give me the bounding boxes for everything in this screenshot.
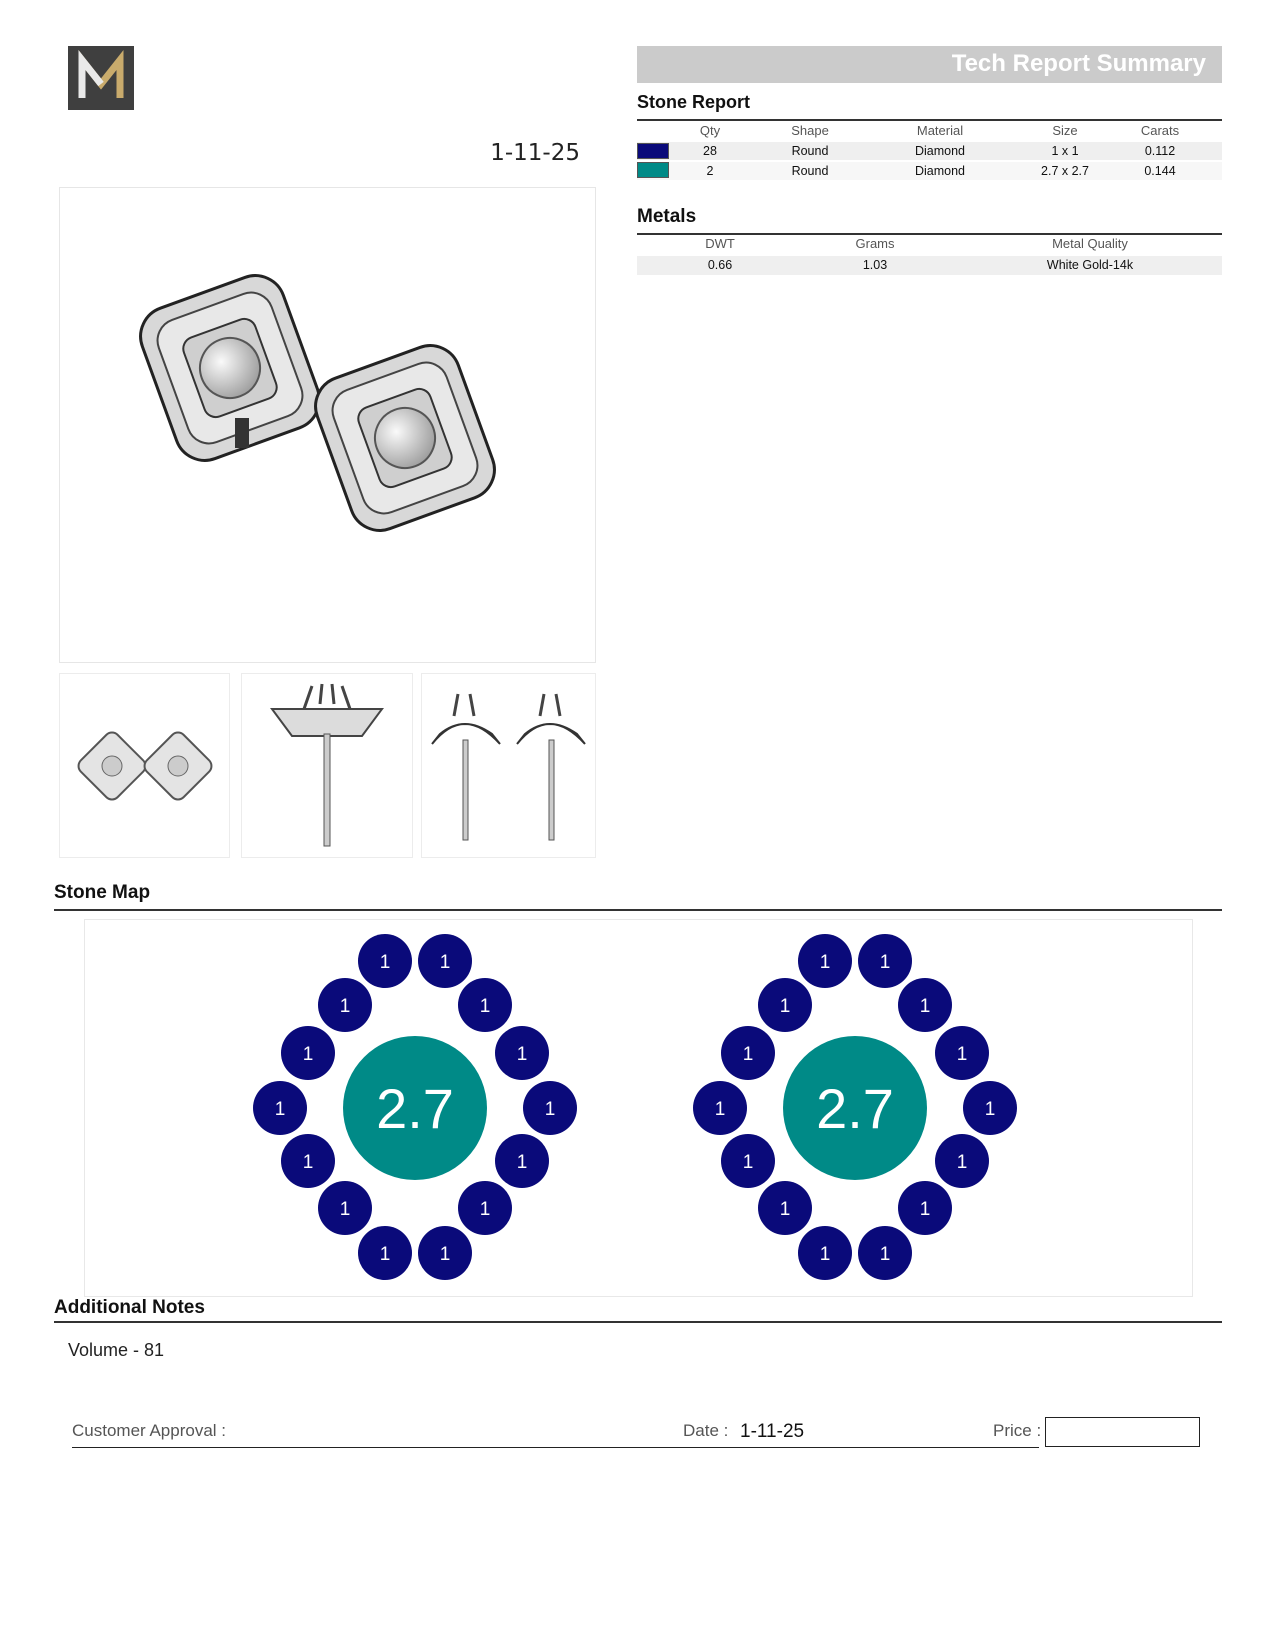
small-stone-label: 1 [302, 1152, 314, 1173]
stone-color-swatch [637, 162, 669, 178]
report-date: 1-11-25 [490, 140, 580, 166]
column-header-qty: Qty [699, 123, 721, 138]
stone-color-swatch [637, 143, 669, 159]
small-stone-label: 1 [339, 996, 351, 1017]
small-stone-label: 1 [714, 1099, 726, 1120]
small-stone-label: 1 [919, 996, 931, 1017]
stone-cluster [253, 934, 577, 1280]
column-header-material: Material [916, 123, 964, 138]
small-stone-label: 1 [819, 1244, 831, 1265]
small-stone-label: 1 [479, 1199, 491, 1220]
small-stone-label: 1 [302, 1044, 314, 1065]
price-field[interactable] [1045, 1417, 1200, 1447]
cell-size: 1 x 1 [1051, 144, 1079, 158]
stone-map-title: Stone Map [54, 882, 151, 903]
stone-cluster [693, 934, 1017, 1280]
cell-carats: 0.144 [1144, 164, 1176, 178]
signature-line [72, 1447, 1039, 1448]
small-stone-label: 1 [274, 1099, 286, 1120]
metals-title: Metals [637, 206, 697, 227]
stone-report-title: Stone Report [637, 92, 751, 112]
divider [637, 233, 1222, 235]
date-label: Date : [683, 1421, 729, 1440]
divider [54, 1321, 1222, 1323]
cell-shape: Round [791, 164, 829, 178]
small-stone-label: 1 [516, 1152, 528, 1173]
cell-grams: 1.03 [862, 258, 888, 272]
small-stone-label: 1 [379, 1244, 391, 1265]
small-stone-label: 1 [439, 952, 451, 973]
small-stone-label: 1 [879, 1244, 891, 1265]
divider [54, 909, 1222, 911]
company-logo [68, 46, 134, 110]
small-stone-label: 1 [779, 996, 791, 1017]
thumbnail-side-view[interactable] [421, 673, 596, 858]
small-stone-label: 1 [919, 1199, 931, 1220]
small-stone-label: 1 [544, 1099, 556, 1120]
cell-metal-quality: White Gold-14k [1046, 258, 1134, 272]
small-stone-label: 1 [956, 1152, 968, 1173]
small-stone-label: 1 [879, 952, 891, 973]
column-header-metal-quality: Metal Quality [1052, 236, 1128, 251]
small-stone-label: 1 [379, 952, 391, 973]
report-title-bar [637, 46, 1222, 83]
divider [637, 119, 1222, 121]
date-value: 1-11-25 [740, 1421, 805, 1442]
small-stone-label: 1 [819, 952, 831, 973]
stone-map-diagram [84, 919, 1193, 1297]
cell-dwt: 0.66 [707, 258, 733, 272]
cell-material: Diamond [914, 164, 966, 178]
column-header-shape: Shape [791, 123, 829, 138]
cell-shape: Round [791, 144, 829, 158]
cell-carats: 0.112 [1144, 144, 1176, 158]
center-stone-label: 2.7 [816, 1077, 894, 1140]
notes-text: Volume - 81 [68, 1340, 165, 1360]
thumbnail-front-view[interactable] [241, 673, 413, 858]
report-title: Tech Report Summary [951, 50, 1206, 77]
column-header-carats: Carats [1140, 123, 1180, 138]
small-stone-label: 1 [339, 1199, 351, 1220]
column-header-size: Size [1052, 123, 1078, 138]
price-label: Price : [993, 1421, 1042, 1440]
thumbnail-top-view[interactable] [59, 673, 230, 858]
small-stone-label: 1 [479, 996, 491, 1017]
cell-qty: 2 [706, 164, 714, 178]
small-stone-label: 1 [742, 1152, 754, 1173]
additional-notes-title: Additional Notes [54, 1297, 205, 1318]
cell-material: Diamond [914, 144, 966, 158]
small-stone-label: 1 [439, 1244, 451, 1265]
small-stone-label: 1 [516, 1044, 528, 1065]
cell-qty: 28 [703, 144, 717, 158]
cell-size: 2.7 x 2.7 [1041, 164, 1089, 178]
main-render-image [59, 187, 596, 663]
small-stone-label: 1 [984, 1099, 996, 1120]
customer-approval-label: Customer Approval : [72, 1421, 227, 1440]
center-stone-label: 2.7 [376, 1077, 454, 1140]
column-header-dwt: DWT [705, 236, 735, 251]
column-header-grams: Grams [855, 236, 895, 251]
small-stone-label: 1 [956, 1044, 968, 1065]
small-stone-label: 1 [742, 1044, 754, 1065]
small-stone-label: 1 [779, 1199, 791, 1220]
